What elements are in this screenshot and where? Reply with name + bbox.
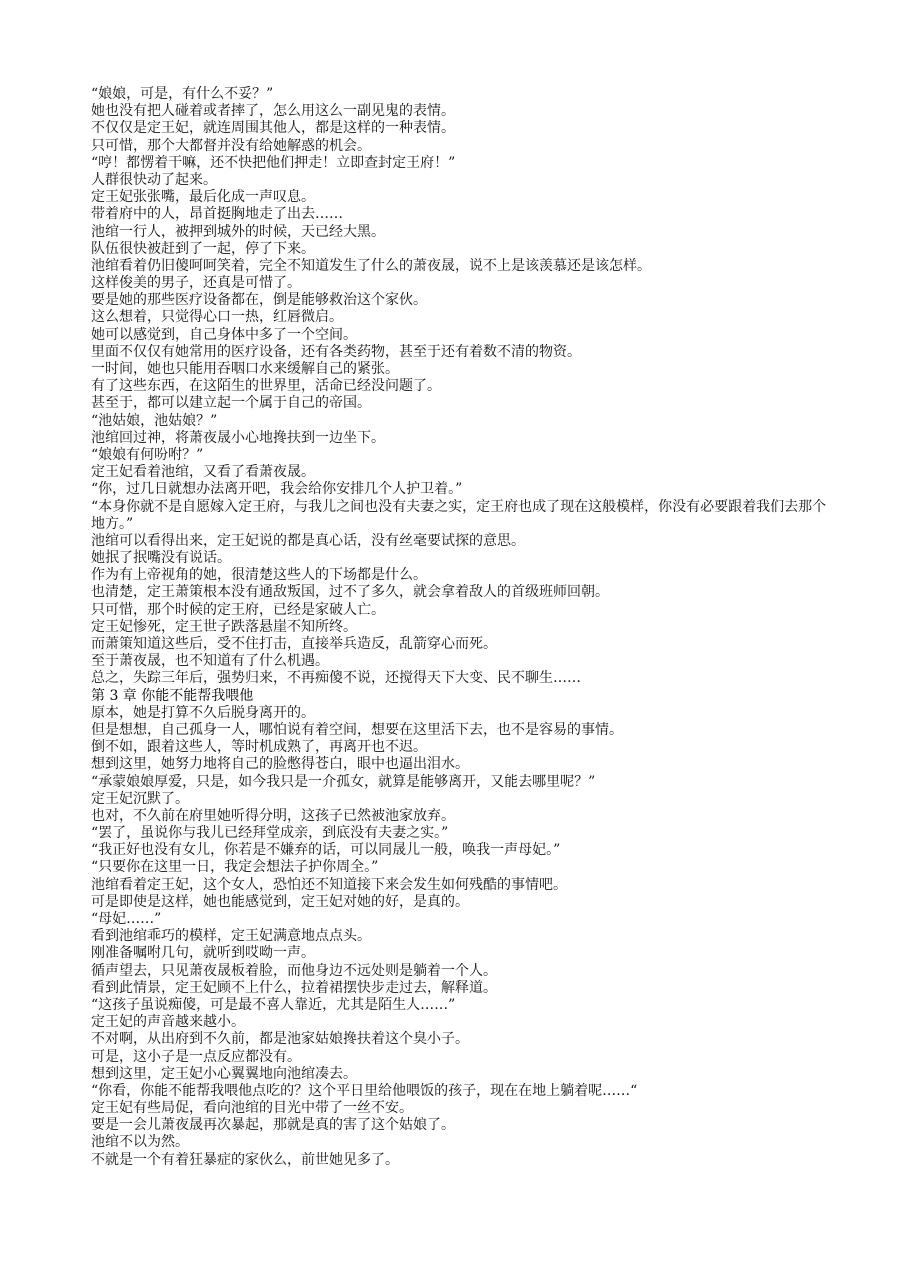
paragraph-line: 定王妃看着池绾，又看了看萧夜晟。: [91, 464, 315, 481]
paragraph-line: 里面不仅仅有她常用的医疗设备，还有各类药物，甚至于还有着数不清的物资。: [91, 343, 581, 360]
paragraph-line: “娘娘有何吩咐？”: [91, 446, 204, 463]
paragraph-line: 人群很快动了起来。: [91, 171, 217, 188]
paragraph-line: 定王妃沉默了。: [91, 790, 189, 807]
paragraph-line: 定王妃有些局促，看向池绾的目光中带了一丝不安。: [91, 1100, 413, 1117]
paragraph-line: 定王妃的声音越来越小。: [91, 1014, 245, 1031]
paragraph-line: “我正好也没有女儿，你若是不嫌弃的话，可以同晟儿一般，唤我一声母妃。”: [91, 842, 561, 859]
paragraph-line: “这孩子虽说痴傻，可是最不喜人靠近，尤其是陌生人……”: [91, 996, 456, 1013]
paragraph-line: “只要你在这里一日，我定会想法子护你周全。”: [91, 859, 379, 876]
paragraph-line: 作为有上帝视角的她，很清楚这些人的下场都是什么。: [91, 567, 427, 584]
paragraph-line: 可是即使是这样，她也能感觉到，定王妃对她的好，是真的。: [91, 893, 469, 910]
paragraph-line: 不就是一个有着狂暴症的家伙么，前世她见多了。: [91, 1151, 399, 1168]
paragraph-line: 想到这里，她努力地将自己的脸憋得苍白，眼中也逼出泪水。: [91, 756, 469, 773]
paragraph-line: “池姑娘，池姑娘？”: [91, 412, 218, 429]
paragraph-line: “你看，你能不能帮我喂他点吃的？这个平日里给他喂饭的孩子，现在在地上躺着呢……“: [91, 1082, 638, 1099]
paragraph-line: 可是，这小子是一点反应都没有。: [91, 1048, 301, 1065]
paragraph-line: “承蒙娘娘厚爱，只是，如今我只是一介孤女，就算是能够离开，又能去哪里呢？”: [91, 773, 596, 790]
paragraph-line: 定王妃张张嘴，最后化成一声叹息。: [91, 189, 315, 206]
paragraph-line: 有了这些东西，在这陌生的世界里，活命已经没问题了。: [91, 378, 441, 395]
paragraph-line: “哼！都愣着干嘛，还不快把他们押走！立即查封定王府！”: [91, 154, 456, 171]
paragraph-line: 她可以感觉到，自己身体中多了一个空间。: [91, 326, 357, 343]
paragraph-line: 这样俊美的男子，还真是可惜了。: [91, 275, 301, 292]
paragraph-line: 池绾看着仍旧傻呵呵笑着，完全不知道发生了什么的萧夜晟，说不上是该羡慕还是该怎样。: [91, 257, 651, 274]
paragraph-line: 带着府中的人，昂首挺胸地走了出去……: [91, 206, 343, 223]
paragraph-line: 也清楚，定王萧策根本没有通敌叛国，过不了多久，就会拿着敌人的首级班师回朝。: [91, 584, 609, 601]
paragraph-line: 而萧策知道这些后，受不住打击，直接举兵造反，乱箭穿心而死。: [91, 636, 497, 653]
paragraph-line: 她也没有把人碰着或者摔了，怎么用这么一副见鬼的表情。: [91, 103, 455, 120]
paragraph-line: 一时间，她也只能用吞咽口水来缓解自己的紧张。: [91, 361, 399, 377]
paragraph-line: 定王妃惨死，定王世子跌落悬崖不知所终。: [91, 618, 357, 635]
paragraph-line: 只可惜，那个时候的定王府，已经是家破人亡。: [91, 601, 385, 618]
paragraph-line: 甚至于，都可以建立起一个属于自己的帝国。: [91, 395, 371, 412]
paragraph-line: 池绾看着定王妃，这个女人，恐怕还不知道接下来会发生如何残酷的事情吧。: [91, 876, 567, 893]
paragraph-line: 池绾不以为然。: [91, 1134, 189, 1151]
paragraph-line: 队伍很快被赶到了一起，停了下来。: [91, 240, 315, 257]
paragraph-line: 池绾一行人，被押到城外的时候，天已经大黑。: [91, 223, 385, 240]
paragraph-line: 不对啊，从出府到不久前，都是池家姑娘搀扶着这个臭小子。: [91, 1031, 469, 1048]
paragraph-line: 总之，失踪三年后，强势归来，不再痴傻不说，还搅得天下大变、民不聊生……: [91, 670, 581, 687]
paragraph-line: 也对，不久前在府里她听得分明，这孩子已然被池家放弃。: [91, 807, 455, 824]
paragraph-line: 池绾可以看得出来，定王妃说的都是真心话，没有丝毫要试探的意思。: [91, 532, 525, 549]
paragraph-line: 看到此情景，定王妃顾不上什么，拉着裙摆快步走过去，解释道。: [91, 979, 497, 996]
paragraph-line: 她抿了抿嘴没有说话。: [91, 550, 231, 567]
paragraph-line: 想到这里，定王妃小心翼翼地向池绾凑去。: [91, 1065, 357, 1082]
paragraph-line: 至于萧夜晟，也不知道有了什么机遇。: [91, 653, 329, 670]
document-body: [91, 86, 831, 1169]
paragraph-line: 不仅仅是定王妃，就连周围其他人，都是这样的一种表情。: [91, 120, 455, 137]
chapter-heading: 第 3 章 你能不能帮我喂他: [91, 687, 254, 704]
paragraph-line: 要是她的那些医疗设备都在，倒是能够救治这个家伙。: [91, 292, 427, 309]
paragraph-line: “本身你就不是自愿嫁入定王府，与我儿之间也没有夫妻之实，定王府也成了现在这般模样，你没有必要跟着我们去那个地方。”: [91, 498, 827, 532]
paragraph-line: 刚准备嘱咐几句，就听到哎呦一声。: [91, 945, 315, 962]
paragraph-line: 这么想着，只觉得心口一热，红唇微启。: [91, 309, 343, 326]
paragraph-line: 要是一会儿萧夜晟再次暴起，那就是真的害了这个姑娘了。: [91, 1117, 455, 1134]
paragraph-line: “罢了，虽说你与我儿已经拜堂成亲，到底没有夫妻之实。”: [91, 825, 449, 842]
paragraph-line: 但是想想，自己孤身一人，哪怕说有着空间，想要在这里活下去，也不是容易的事情。: [91, 721, 623, 738]
paragraph-line: 原本，她是打算不久后脱身离开的。: [91, 704, 315, 721]
paragraph-line: 倒不如，跟着这些人，等时机成熟了，再离开也不迟。: [91, 739, 427, 756]
paragraph-line: 池绾回过神，将萧夜晟小心地搀扶到一边坐下。: [91, 429, 385, 446]
paragraph-line: “母妃……”: [91, 911, 162, 928]
paragraph-line: “你，过几日就想办法离开吧，我会给你安排几个人护卫着。”: [91, 481, 463, 498]
paragraph-line: “娘娘，可是，有什么不妥？”: [91, 86, 274, 102]
paragraph-line: 只可惜，那个大都督并没有给她解惑的机会。: [91, 137, 371, 154]
paragraph-line: 看到池绾乖巧的模样，定王妃满意地点点头。: [91, 928, 371, 945]
paragraph-line: 循声望去，只见萧夜晟板着脸，而他身边不远处则是躺着一个人。: [91, 962, 497, 979]
